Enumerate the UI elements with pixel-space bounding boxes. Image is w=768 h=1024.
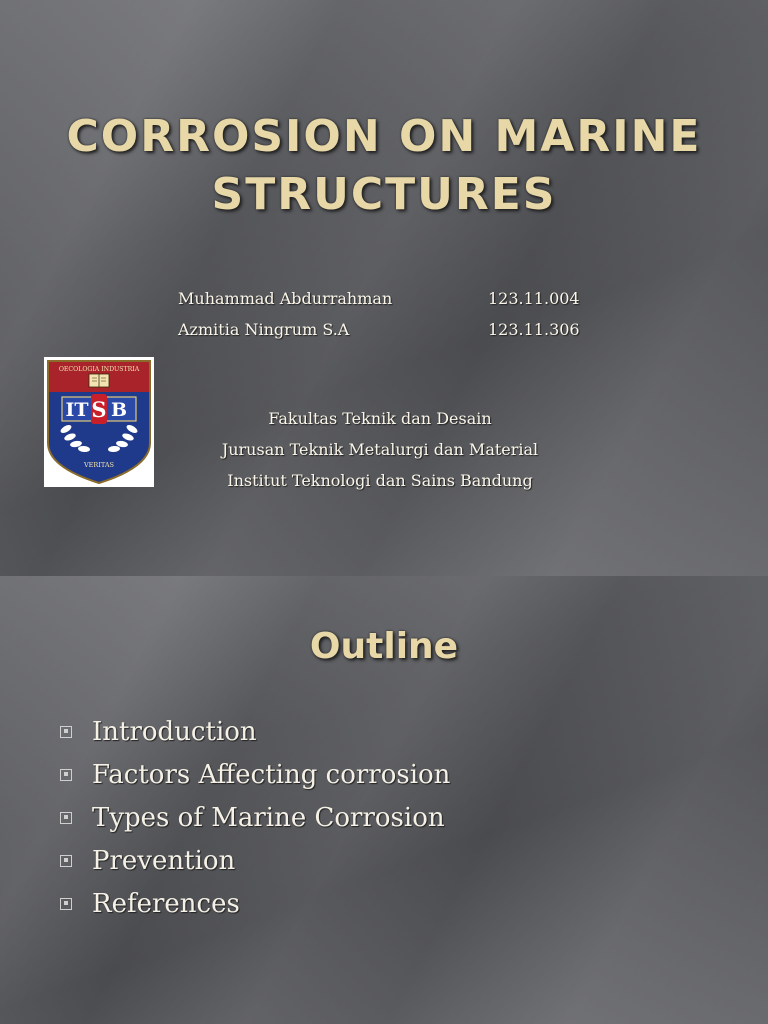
author-row [178, 283, 598, 314]
list-item-label: Types of Marine Corrosion [92, 802, 445, 833]
square-bullet-icon [60, 898, 72, 910]
author-name: Muhammad Abdurrahman [178, 289, 393, 308]
outline-slide [0, 576, 768, 1024]
svg-text:IT: IT [65, 399, 89, 421]
list-item-label: Factors Affecting corrosion [92, 759, 451, 790]
author-id: 123.11.306 [488, 320, 580, 339]
square-bullet-icon [60, 769, 72, 781]
crest-icon [44, 357, 154, 487]
title-line-1: CORROSION ON MARINE [66, 111, 702, 162]
list-item-label: Prevention [92, 845, 236, 876]
title-line-2: STRUCTURES [211, 169, 557, 220]
outline-list [60, 710, 450, 925]
outline-title: Outline [309, 626, 459, 667]
author-name: Azmitia Ningrum S.A [178, 320, 350, 339]
list-item [60, 882, 450, 925]
authors-block [178, 283, 598, 345]
list-item [60, 839, 450, 882]
author-id: 123.11.004 [488, 289, 580, 308]
svg-text:B: B [110, 399, 128, 421]
svg-text:VERITAS: VERITAS [83, 461, 115, 469]
institute-line: Institut Teknologi dan Sains Bandung [227, 471, 533, 490]
affiliation-block [160, 403, 600, 496]
author-row [178, 314, 598, 345]
square-bullet-icon [60, 812, 72, 824]
list-item [60, 710, 450, 753]
svg-text:OECOLOGIA INDUSTRIA: OECOLOGIA INDUSTRIA [58, 366, 140, 373]
list-item [60, 753, 450, 796]
list-item [60, 796, 450, 839]
square-bullet-icon [60, 855, 72, 867]
svg-text:S: S [91, 397, 107, 422]
square-bullet-icon [60, 726, 72, 738]
itsb-crest-logo [44, 357, 154, 487]
faculty-line: Fakultas Teknik dan Desain [268, 409, 492, 428]
department-line: Jurusan Teknik Metalurgi dan Material [221, 440, 539, 459]
list-item-label: References [92, 888, 240, 919]
slide-title [0, 108, 768, 224]
list-item-label: Introduction [92, 716, 257, 747]
